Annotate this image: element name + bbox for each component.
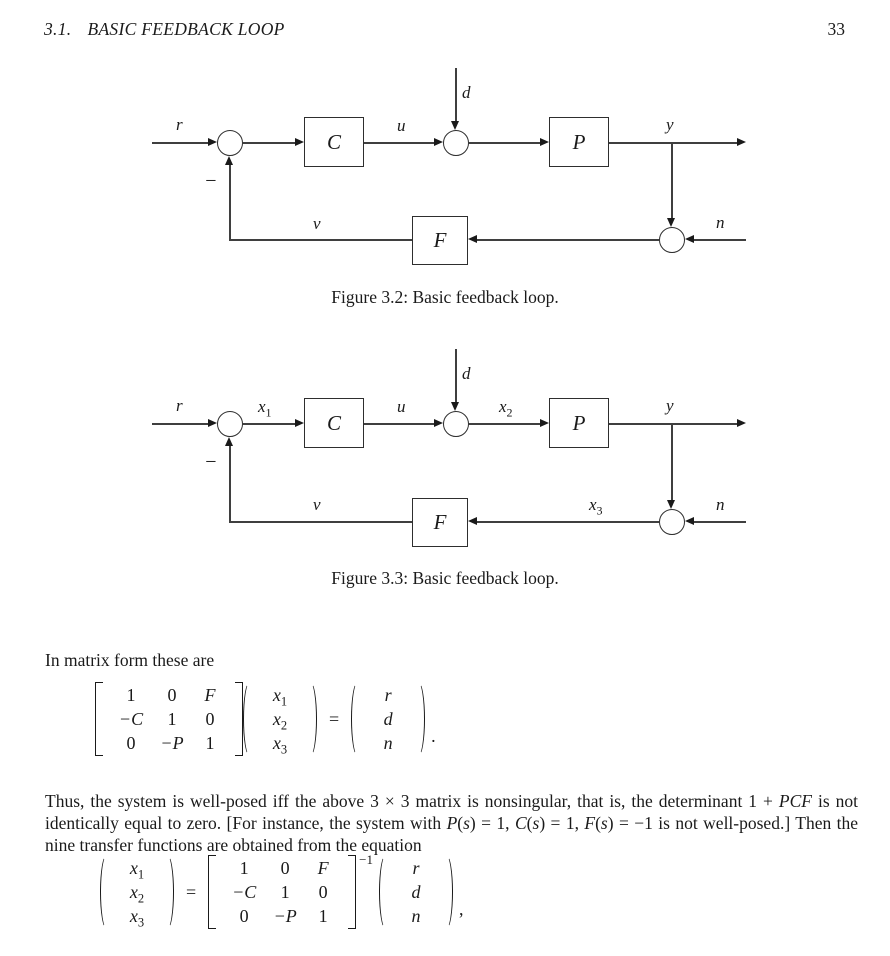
intro-line: In matrix form these are [45, 650, 215, 670]
equals-sign: = [329, 708, 340, 729]
arrowhead-icon [295, 419, 304, 427]
arrowhead-icon [468, 517, 477, 525]
figure-3-2-caption: Figure 3.2: Basic feedback loop. [331, 287, 559, 307]
block-filter-label: F [433, 510, 447, 534]
block-controller-label: C [326, 129, 341, 154]
wire-r [152, 423, 208, 425]
matrix-cell: −C [118, 709, 144, 729]
wire-output [609, 423, 737, 425]
vector-cell: $x_3$ [272, 733, 288, 757]
matrix-cell: −P [273, 906, 297, 926]
equals-sign: = [186, 881, 197, 902]
label-d: d [462, 364, 471, 383]
label-u: u [397, 116, 406, 135]
left-square-bracket [95, 682, 103, 756]
vector-cell: n [383, 733, 393, 753]
arrowhead-icon [208, 419, 217, 427]
wire-c-j2 [364, 423, 434, 425]
wire-feedback-v [229, 446, 231, 521]
vector-cell: d [383, 709, 393, 729]
matrix-equation-1 [95, 682, 436, 756]
right-paren [304, 682, 317, 756]
section-number: 3.1. [44, 19, 72, 39]
right-paren [161, 855, 174, 929]
summing-junction-1 [217, 411, 243, 437]
equation-punctuation: , [459, 899, 464, 919]
left-square-bracket [208, 855, 216, 929]
vector-cell: $x_2$ [272, 709, 288, 733]
label-n: n [716, 495, 725, 514]
matrix-cell: 0 [126, 733, 136, 753]
block-controller [304, 398, 364, 448]
label-minus: − [204, 170, 218, 192]
vector-cell: r [384, 685, 392, 705]
arrowhead-icon [540, 419, 549, 427]
matrix-cell: 1 [126, 685, 136, 705]
right-paren [440, 855, 453, 929]
arrowhead-icon [737, 419, 746, 427]
matrix-cell: 1 [205, 733, 215, 753]
state-vector [100, 855, 174, 929]
matrix-cell: 1 [318, 906, 328, 926]
label-v: v [313, 495, 321, 514]
coefficient-matrix [95, 682, 243, 756]
page-number: 33 [827, 19, 845, 39]
left-paren [351, 682, 364, 756]
section-title: BASIC FEEDBACK LOOP [87, 19, 285, 39]
wire-branch [671, 424, 673, 500]
equation-punctuation: . [431, 726, 436, 746]
left-paren [243, 682, 256, 756]
matrix-equation-2 [100, 852, 464, 930]
wire-feedback-h [229, 521, 412, 523]
label-y: y [666, 115, 674, 134]
block-filter-label: F [433, 228, 447, 252]
wire-d [455, 349, 457, 402]
matrix-cell: F [204, 685, 216, 705]
matrix-cell: F [317, 858, 329, 878]
label-x3: $x_3$ [589, 495, 603, 518]
coefficient-matrix [208, 855, 356, 929]
wire-n [694, 521, 746, 523]
block-plant-label: P [572, 129, 586, 154]
label-v: v [313, 214, 321, 233]
label-minus: − [204, 451, 218, 473]
right-square-bracket [235, 682, 243, 756]
vector-cell: $x_1$ [272, 685, 288, 709]
matrix-cell: 1 [239, 858, 249, 878]
block-plant-label: P [572, 410, 586, 435]
block-filter [412, 498, 468, 547]
label-x1: $x_1$ [258, 397, 272, 420]
arrowhead-icon [434, 419, 443, 427]
wire-j3-f [477, 521, 659, 523]
matrix-cell: 0 [167, 685, 177, 705]
matrix-cell: −P [160, 733, 184, 753]
matrix-cell: 0 [318, 882, 328, 902]
vector-cell: $x_1$ [129, 858, 145, 882]
matrix-cell: 1 [280, 882, 290, 902]
input-vector [351, 682, 425, 756]
label-u: u [397, 397, 406, 416]
vector-cell: $x_3$ [129, 906, 145, 930]
input-vector [379, 855, 453, 929]
block-plant [549, 398, 609, 448]
summing-junction-3 [659, 509, 685, 535]
label-x2: $x_2$ [499, 397, 513, 420]
wire-j1-c [243, 423, 295, 425]
arrowhead-icon [685, 517, 694, 525]
vector-cell: r [412, 858, 420, 878]
matrix-cell: 0 [239, 906, 249, 926]
matrix-cell: 0 [280, 858, 290, 878]
state-vector [243, 682, 317, 756]
body-paragraph: Thus, the system is well-posed iff the above 3 × 3 matrix is nonsingular, that is, the determinant 1 + PCF is not identically equal to zero. [For instance, the system with P(s) = 1, C(s) = 1, F(s) = −1 is not well-posed.] Then the nine transfer functions are obtained from the equation [45, 790, 859, 855]
right-paren [412, 682, 425, 756]
right-square-bracket [348, 855, 356, 929]
block-controller-label: C [326, 410, 341, 435]
arrowhead-icon [225, 437, 233, 446]
vector-cell: $x_2$ [129, 882, 145, 906]
label-r: r [176, 396, 183, 415]
inverse-exponent: −1 [359, 852, 373, 867]
left-paren [100, 855, 113, 929]
matrix-cell: −C [232, 882, 257, 902]
figure-3-3-caption: Figure 3.3: Basic feedback loop. [331, 568, 559, 588]
vector-cell: n [411, 906, 421, 926]
vector-cell: d [411, 882, 421, 902]
matrix-cell: 0 [205, 709, 215, 729]
arrowhead-icon [667, 500, 675, 509]
label-n: n [716, 213, 725, 232]
arrowhead-icon [451, 402, 459, 411]
label-d: d [462, 83, 471, 102]
wire-j2-p [469, 423, 540, 425]
matrix-cell: 1 [167, 709, 177, 729]
summing-junction-2 [443, 411, 469, 437]
label-r: r [176, 115, 183, 134]
left-paren [379, 855, 392, 929]
label-y: y [666, 396, 674, 415]
